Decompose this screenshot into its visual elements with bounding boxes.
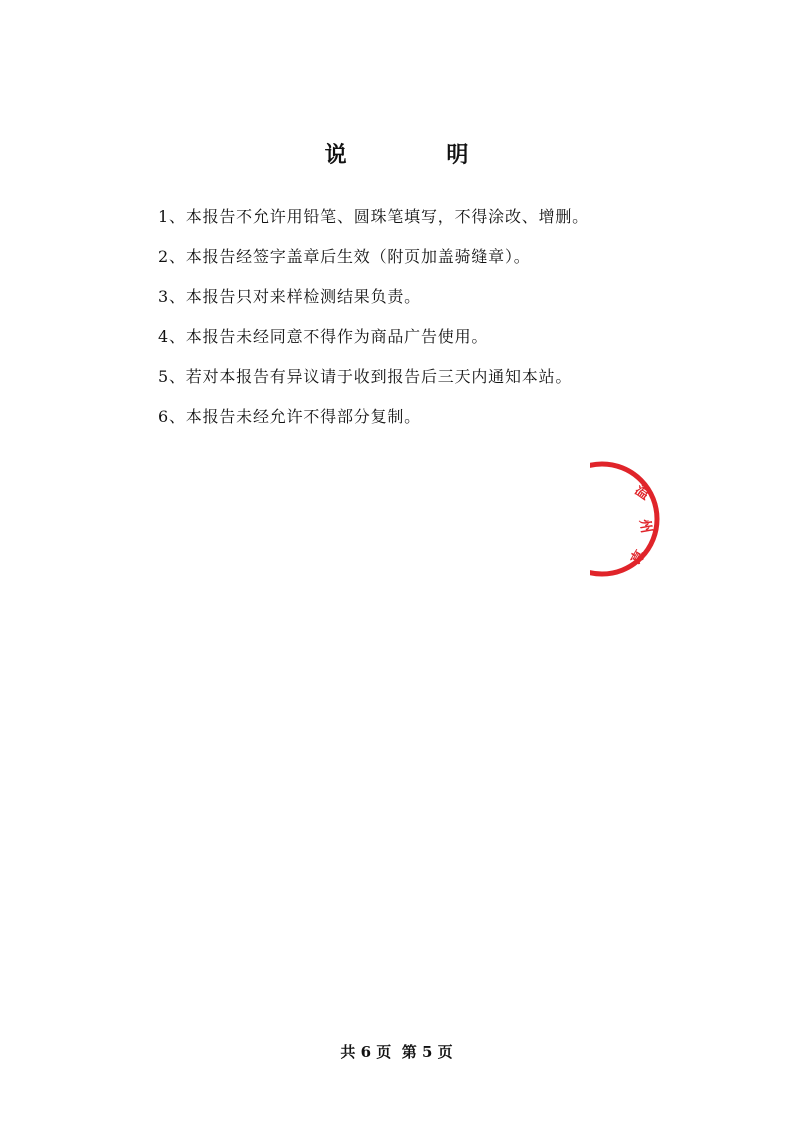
page-footer xyxy=(0,1041,793,1062)
page-title: 说 明 xyxy=(324,142,515,168)
notes-list xyxy=(158,203,718,443)
note-item-6: 6、本报告未经允许不得部分复制。 xyxy=(158,407,421,426)
seal-char-1: 温 xyxy=(631,482,653,504)
note-item-3: 3、本报告只对来样检测结果负责。 xyxy=(158,287,421,306)
seal-stamp xyxy=(590,460,662,578)
current-page: 第 5 页 xyxy=(401,1043,453,1061)
seal-char-3: 章 xyxy=(625,546,647,567)
seal-stamp-graphic xyxy=(590,460,662,578)
note-item-2: 2、本报告经签字盖章后生效（附页加盖骑缝章）。 xyxy=(158,247,531,266)
note-item-5: 5、若对本报告有异议请于收到报告后三天内通知本站。 xyxy=(158,367,573,386)
note-item-1: 1、本报告不允许用铅笔、圆珠笔填写，不得涂改、增删。 xyxy=(158,207,589,226)
total-pages: 共 6 页 xyxy=(340,1043,392,1061)
seal-char-2: 州 xyxy=(636,517,655,535)
note-item-4: 4、本报告未经同意不得作为商品广告使用。 xyxy=(158,327,489,346)
